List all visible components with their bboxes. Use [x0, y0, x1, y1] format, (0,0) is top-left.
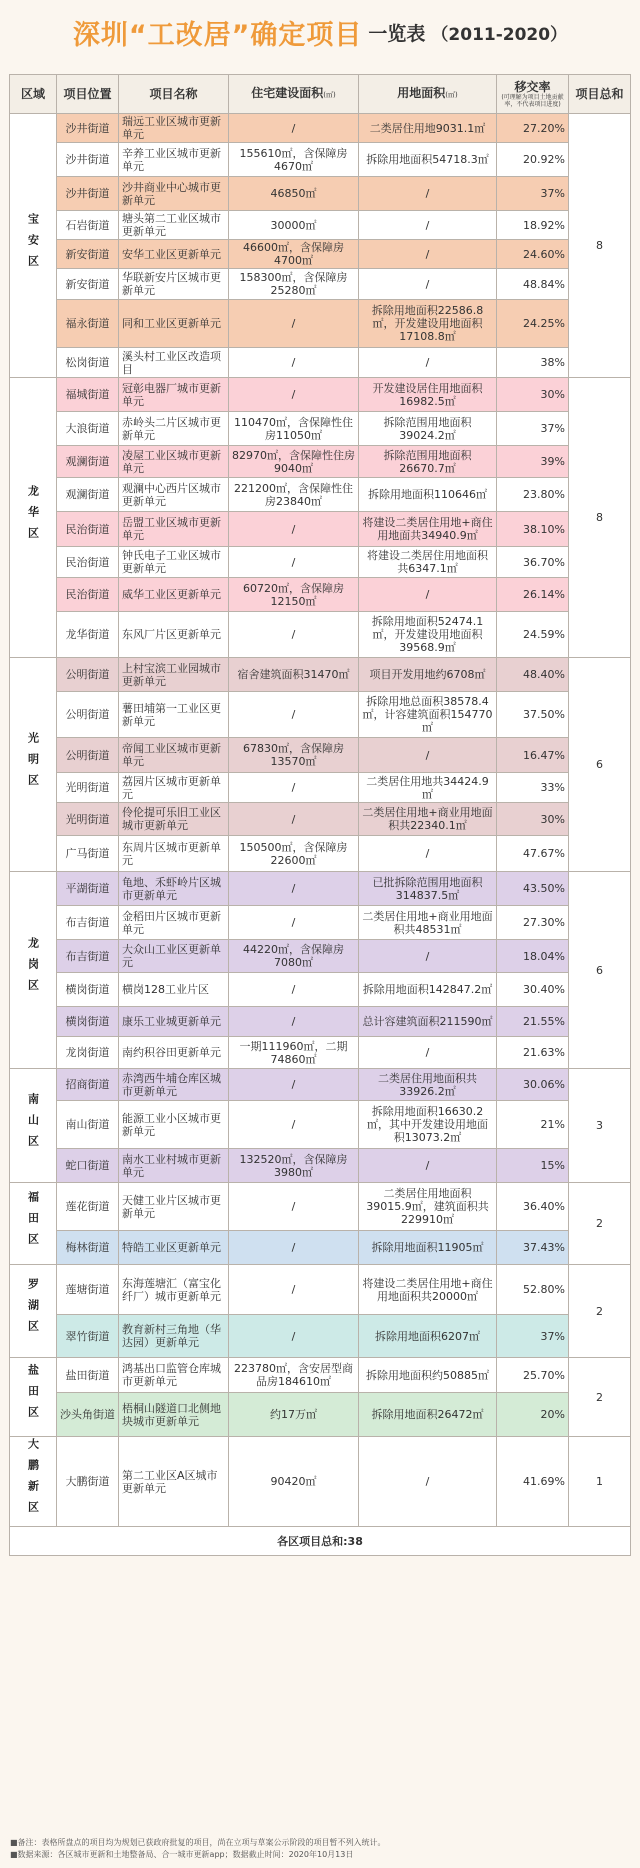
residential-area-cell: 一期111960㎡，二期74860㎡	[229, 1037, 359, 1069]
residential-area-cell: /	[229, 773, 359, 803]
table-row	[10, 803, 631, 836]
district-total: 2	[569, 1358, 631, 1437]
transfer-rate-cell: 24.59%	[497, 612, 569, 658]
table-row	[10, 1231, 631, 1265]
land-area-cell: 拆除用地面积26472㎡	[359, 1393, 497, 1437]
table-row	[10, 773, 631, 803]
street-cell: 观澜街道	[57, 446, 119, 478]
land-area-cell: 将建设二类居住用地+商住用地面共34940.9㎡	[359, 512, 497, 547]
street-cell: 石岩街道	[57, 211, 119, 240]
header-res-unit: (㎡)	[323, 90, 336, 99]
summary-total: 各区项目总和:38	[10, 1527, 631, 1556]
table-row	[10, 512, 631, 547]
table-row	[10, 1149, 631, 1183]
residential-area-cell: /	[229, 1265, 359, 1315]
residential-area-cell: /	[229, 378, 359, 412]
land-area-cell: 总计容建筑面积211590㎡	[359, 1007, 497, 1037]
land-area-cell: /	[359, 738, 497, 773]
transfer-rate-cell: 26.14%	[497, 578, 569, 612]
title-main: 深圳“工改居”确定项目	[72, 19, 363, 51]
residential-area-cell: /	[229, 872, 359, 906]
residential-area-cell: 150500㎡，含保障房22600㎡	[229, 836, 359, 872]
project-name-cell: 上村宝滨工业园城市更新单元	[119, 658, 229, 692]
transfer-rate-cell: 21%	[497, 1101, 569, 1149]
table-row	[10, 1069, 631, 1101]
project-name-cell: 金稻田片区城市更新单元	[119, 906, 229, 940]
project-name-cell: 东海莲塘汇（富宝化纤厂）城市更新单元	[119, 1265, 229, 1315]
district-total: 8	[569, 114, 631, 378]
transfer-rate-cell: 41.69%	[497, 1437, 569, 1527]
residential-area-cell: 223780㎡，含安居型商品房184610㎡	[229, 1358, 359, 1393]
district-name	[10, 1183, 57, 1265]
land-area-cell: 二类居住用地+商业用地面积共22340.1㎡	[359, 803, 497, 836]
project-name-cell: 康乐工业城更新单元	[119, 1007, 229, 1037]
project-name-cell: 赤岭头二片区城市更新单元	[119, 412, 229, 446]
table-row	[10, 1183, 631, 1231]
land-area-cell: /	[359, 269, 497, 300]
title-years: （2011-2020）	[431, 24, 568, 45]
table-row	[10, 973, 631, 1007]
land-area-cell: 项目开发用地约6708㎡	[359, 658, 497, 692]
table-row	[10, 114, 631, 143]
street-cell: 福永街道	[57, 300, 119, 348]
street-cell: 梅林街道	[57, 1231, 119, 1265]
table-row	[10, 300, 631, 348]
district-total: 8	[569, 378, 631, 658]
land-area-cell: 拆除用地总面积38578.4㎡，计容建筑面积154770㎡	[359, 692, 497, 738]
street-cell: 翠竹街道	[57, 1315, 119, 1358]
land-area-cell: 拆除范围用地面积39024.2㎡	[359, 412, 497, 446]
transfer-rate-cell: 18.04%	[497, 940, 569, 973]
summary-row	[10, 1527, 631, 1556]
land-area-cell: 拆除用地面积54718.3㎡	[359, 143, 497, 177]
street-cell: 大鹏街道	[57, 1437, 119, 1527]
street-cell: 公明街道	[57, 738, 119, 773]
project-name-cell: 沙井商业中心城市更新单元	[119, 177, 229, 211]
street-cell: 公明街道	[57, 658, 119, 692]
project-name-cell: 梧桐山隧道口北侧地块城市更新单元	[119, 1393, 229, 1437]
project-name-cell: 伶伦提可乐旧工业区城市更新单元	[119, 803, 229, 836]
transfer-rate-cell: 30.06%	[497, 1069, 569, 1101]
transfer-rate-cell: 24.25%	[497, 300, 569, 348]
transfer-rate-cell: 18.92%	[497, 211, 569, 240]
table-row	[10, 1315, 631, 1358]
transfer-rate-cell: 52.80%	[497, 1265, 569, 1315]
residential-area-cell: 110470㎡，含保障性住房11050㎡	[229, 412, 359, 446]
land-area-cell: 拆除用地面积110646㎡	[359, 478, 497, 512]
street-cell: 沙头角街道	[57, 1393, 119, 1437]
header-street: 项目位置	[57, 75, 119, 114]
project-name-cell: 赤湾西牛埔仓库区城市更新单元	[119, 1069, 229, 1101]
project-name-cell: 横岗128工业片区	[119, 973, 229, 1007]
table-row	[10, 940, 631, 973]
table-body	[10, 114, 631, 1527]
notes	[10, 1837, 630, 1861]
header-land-label: 用地面积	[397, 85, 446, 100]
street-cell: 沙井街道	[57, 177, 119, 211]
transfer-rate-cell: 21.55%	[497, 1007, 569, 1037]
transfer-rate-cell: 33%	[497, 773, 569, 803]
table-row	[10, 348, 631, 378]
district-label: 宝安区	[26, 212, 40, 276]
district-label: 龙岗区	[26, 937, 40, 1000]
street-cell: 莲塘街道	[57, 1265, 119, 1315]
transfer-rate-cell: 37%	[497, 1315, 569, 1358]
district-name	[10, 1437, 57, 1527]
land-area-cell: 已批拆除范围用地面积314837.5㎡	[359, 872, 497, 906]
land-area-cell: /	[359, 578, 497, 612]
street-cell: 公明街道	[57, 692, 119, 738]
district-label: 光明区	[26, 731, 40, 795]
project-name-cell: 特皓工业区更新单元	[119, 1231, 229, 1265]
project-name-cell: 荔园片区城市更新单元	[119, 773, 229, 803]
land-area-cell: 将建设二类居住用地面积共6347.1㎡	[359, 547, 497, 578]
land-area-cell: 拆除用地面积142847.2㎡	[359, 973, 497, 1007]
land-area-cell: 开发建设居住用地面积16982.5㎡	[359, 378, 497, 412]
residential-area-cell: /	[229, 300, 359, 348]
project-name-cell: 观澜中心西片区城市更新单元	[119, 478, 229, 512]
street-cell: 招商街道	[57, 1069, 119, 1101]
transfer-rate-cell: 27.30%	[497, 906, 569, 940]
project-name-cell: 钟氏电子工业区城市更新单元	[119, 547, 229, 578]
district-label: 大鹏新区	[26, 1438, 40, 1522]
transfer-rate-cell: 20%	[497, 1393, 569, 1437]
district-label: 龙华区	[26, 484, 40, 548]
header-rate-label: 移交率	[514, 79, 551, 94]
transfer-rate-cell: 47.67%	[497, 836, 569, 872]
street-cell: 民治街道	[57, 512, 119, 547]
land-area-cell: /	[359, 836, 497, 872]
table-row	[10, 612, 631, 658]
transfer-rate-cell: 30%	[497, 378, 569, 412]
table-row	[10, 1393, 631, 1437]
residential-area-cell: /	[229, 1183, 359, 1231]
residential-area-cell: 221200㎡，含保障性住房23840㎡	[229, 478, 359, 512]
transfer-rate-cell: 37.50%	[497, 692, 569, 738]
header-name: 项目名称	[119, 75, 229, 114]
project-name-cell: 大众山工业区更新单元	[119, 940, 229, 973]
street-cell: 横岗街道	[57, 973, 119, 1007]
transfer-rate-cell: 48.40%	[497, 658, 569, 692]
residential-area-cell: /	[229, 973, 359, 1007]
project-name-cell: 冠彰电器厂城市更新单元	[119, 378, 229, 412]
district-label: 盐田区	[26, 1364, 40, 1427]
header-row	[10, 75, 631, 114]
residential-area-cell: 30000㎡	[229, 211, 359, 240]
transfer-rate-cell: 30%	[497, 803, 569, 836]
street-cell: 莲花街道	[57, 1183, 119, 1231]
table-row	[10, 547, 631, 578]
street-cell: 布吉街道	[57, 906, 119, 940]
street-cell: 新安街道	[57, 240, 119, 269]
transfer-rate-cell: 43.50%	[497, 872, 569, 906]
street-cell: 平湖街道	[57, 872, 119, 906]
residential-area-cell: 67830㎡，含保障房13570㎡	[229, 738, 359, 773]
residential-area-cell: 46850㎡	[229, 177, 359, 211]
residential-area-cell: /	[229, 114, 359, 143]
project-name-cell: 溪头村工业区改造项目	[119, 348, 229, 378]
street-cell: 大浪街道	[57, 412, 119, 446]
land-area-cell: /	[359, 177, 497, 211]
residential-area-cell: 90420㎡	[229, 1437, 359, 1527]
table-row	[10, 872, 631, 906]
land-area-cell: /	[359, 348, 497, 378]
project-name-cell: 瑞远工业区城市更新单元	[119, 114, 229, 143]
transfer-rate-cell: 37%	[497, 412, 569, 446]
project-name-cell: 华联新安片区城市更新单元	[119, 269, 229, 300]
header-land-unit: (㎡)	[445, 90, 458, 99]
street-cell: 布吉街道	[57, 940, 119, 973]
street-cell: 光明街道	[57, 803, 119, 836]
land-area-cell: /	[359, 240, 497, 269]
street-cell: 南山街道	[57, 1101, 119, 1149]
district-label: 南山区	[26, 1092, 40, 1156]
project-name-cell: 帝闻工业区城市更新单元	[119, 738, 229, 773]
district-total: 2	[569, 1183, 631, 1265]
residential-area-cell: /	[229, 547, 359, 578]
header-district: 区域	[10, 75, 57, 114]
project-name-cell: 东风厂片区更新单元	[119, 612, 229, 658]
table-row	[10, 1007, 631, 1037]
table-row	[10, 240, 631, 269]
table-row	[10, 906, 631, 940]
project-name-cell: 岳盟工业区城市更新单元	[119, 512, 229, 547]
residential-area-cell: 158300㎡，含保障房25280㎡	[229, 269, 359, 300]
page-title	[0, 0, 640, 64]
transfer-rate-cell: 48.84%	[497, 269, 569, 300]
header-total: 项目总和	[569, 75, 631, 114]
transfer-rate-cell: 30.40%	[497, 973, 569, 1007]
project-name-cell: 天健工业片区城市更新单元	[119, 1183, 229, 1231]
transfer-rate-cell: 25.70%	[497, 1358, 569, 1393]
note-remark: ■备注：表格所盘点的项目均为规划已获政府批复的项目，尚在立项与草案公示阶段的项目暂不列入统计。	[10, 1838, 386, 1847]
land-area-cell: 二类居住用地面积39015.9㎡，建筑面积共229910㎡	[359, 1183, 497, 1231]
street-cell: 松岗街道	[57, 348, 119, 378]
project-name-cell: 鸿基出口监管仓库城市更新单元	[119, 1358, 229, 1393]
project-name-cell: 威华工业区更新单元	[119, 578, 229, 612]
transfer-rate-cell: 16.47%	[497, 738, 569, 773]
table-row	[10, 478, 631, 512]
table-row	[10, 1037, 631, 1069]
residential-area-cell: 60720㎡，含保障房12150㎡	[229, 578, 359, 612]
land-area-cell: /	[359, 211, 497, 240]
transfer-rate-cell: 38%	[497, 348, 569, 378]
land-area-cell: /	[359, 1149, 497, 1183]
title-suffix: 一览表	[368, 22, 426, 45]
residential-area-cell: /	[229, 1007, 359, 1037]
district-name	[10, 114, 57, 378]
residential-area-cell: /	[229, 1069, 359, 1101]
land-area-cell: 二类居住用地+商业用地面积共48531㎡	[359, 906, 497, 940]
street-cell: 民治街道	[57, 547, 119, 578]
land-area-cell: 拆除用地面积16630.2㎡，其中开发建设用地面积13073.2㎡	[359, 1101, 497, 1149]
district-total: 6	[569, 658, 631, 872]
transfer-rate-cell: 36.70%	[497, 547, 569, 578]
land-area-cell: 拆除用地面积6207㎡	[359, 1315, 497, 1358]
district-name	[10, 1358, 57, 1437]
district-total: 6	[569, 872, 631, 1069]
transfer-rate-cell: 23.80%	[497, 478, 569, 512]
street-cell: 沙井街道	[57, 114, 119, 143]
table-row	[10, 1101, 631, 1149]
project-name-cell: 南水工业村城市更新单元	[119, 1149, 229, 1183]
land-area-cell: 拆除范围用地面积26670.7㎡	[359, 446, 497, 478]
project-name-cell: 同和工业区更新单元	[119, 300, 229, 348]
district-name	[10, 378, 57, 658]
project-name-cell: 凌屋工业区城市更新单元	[119, 446, 229, 478]
street-cell: 龙岗街道	[57, 1037, 119, 1069]
header-land	[359, 75, 497, 114]
residential-area-cell: /	[229, 612, 359, 658]
table-row	[10, 177, 631, 211]
residential-area-cell: 132520㎡，含保障房3980㎡	[229, 1149, 359, 1183]
street-cell: 沙井街道	[57, 143, 119, 177]
residential-area-cell: /	[229, 803, 359, 836]
project-name-cell: 辛养工业区城市更新单元	[119, 143, 229, 177]
street-cell: 新安街道	[57, 269, 119, 300]
land-area-cell: 将建设二类居住用地+商住用地面积共20000㎡	[359, 1265, 497, 1315]
project-name-cell: 东周片区城市更新单元	[119, 836, 229, 872]
table-row	[10, 738, 631, 773]
transfer-rate-cell: 27.20%	[497, 114, 569, 143]
residential-area-cell: /	[229, 692, 359, 738]
projects-table	[9, 74, 631, 1556]
transfer-rate-cell: 39%	[497, 446, 569, 478]
table-row	[10, 1437, 631, 1527]
district-total: 3	[569, 1069, 631, 1183]
header-rate-note: (可理解为项目土地贡献率，不代表项目进度)	[501, 93, 564, 108]
residential-area-cell: /	[229, 906, 359, 940]
header-rate	[497, 75, 569, 114]
land-area-cell: 二类居住用地9031.1㎡	[359, 114, 497, 143]
street-cell: 民治街道	[57, 578, 119, 612]
district-name	[10, 1069, 57, 1183]
land-area-cell: 拆除用地面积22586.8㎡，开发建设用地面积17108.8㎡	[359, 300, 497, 348]
land-area-cell: /	[359, 940, 497, 973]
project-name-cell: 第二工业区A区城市更新单元	[119, 1437, 229, 1527]
residential-area-cell: 46600㎡，含保障房4700㎡	[229, 240, 359, 269]
street-cell: 观澜街道	[57, 478, 119, 512]
residential-area-cell: 44220㎡，含保障房7080㎡	[229, 940, 359, 973]
residential-area-cell: /	[229, 1101, 359, 1149]
table-row	[10, 658, 631, 692]
street-cell: 盐田街道	[57, 1358, 119, 1393]
land-area-cell: 二类居住用地面积共33926.2㎡	[359, 1069, 497, 1101]
table-row	[10, 412, 631, 446]
residential-area-cell: /	[229, 348, 359, 378]
residential-area-cell: 约17万㎡	[229, 1393, 359, 1437]
header-res-area-label: 住宅建设面积	[251, 85, 324, 100]
residential-area-cell: 宿舍建筑面积31470㎡	[229, 658, 359, 692]
transfer-rate-cell: 38.10%	[497, 512, 569, 547]
project-name-cell: 塘头第二工业区城市更新单元	[119, 211, 229, 240]
land-area-cell: 拆除用地面积约50885㎡	[359, 1358, 497, 1393]
district-name	[10, 1265, 57, 1358]
table-row	[10, 1358, 631, 1393]
district-total: 1	[569, 1437, 631, 1527]
table-row	[10, 578, 631, 612]
note-source: ■数据来源：各区城市更新和土地整备局、合一城市更新app；数据截止时间：2020年10月13日	[10, 1850, 354, 1859]
transfer-rate-cell: 36.40%	[497, 1183, 569, 1231]
district-label: 罗湖区	[26, 1278, 40, 1341]
street-cell: 龙华街道	[57, 612, 119, 658]
district-total: 2	[569, 1265, 631, 1358]
transfer-rate-cell: 37.43%	[497, 1231, 569, 1265]
header-res-area	[229, 75, 359, 114]
table-row	[10, 143, 631, 177]
transfer-rate-cell: 37%	[497, 177, 569, 211]
project-name-cell: 教育新村三角地（华达园）更新单元	[119, 1315, 229, 1358]
transfer-rate-cell: 21.63%	[497, 1037, 569, 1069]
district-name	[10, 658, 57, 872]
district-name	[10, 872, 57, 1069]
street-cell: 蛇口街道	[57, 1149, 119, 1183]
table-row	[10, 211, 631, 240]
project-name-cell: 薯田埔第一工业区更新单元	[119, 692, 229, 738]
street-cell: 横岗街道	[57, 1007, 119, 1037]
transfer-rate-cell: 24.60%	[497, 240, 569, 269]
land-area-cell: 拆除用地面积11905㎡	[359, 1231, 497, 1265]
table-row	[10, 836, 631, 872]
residential-area-cell: 155610㎡，含保障房4670㎡	[229, 143, 359, 177]
table-row	[10, 446, 631, 478]
land-area-cell: /	[359, 1437, 497, 1527]
land-area-cell: 二类居住用地共34424.9㎡	[359, 773, 497, 803]
table-row	[10, 1265, 631, 1315]
street-cell: 福城街道	[57, 378, 119, 412]
district-label: 福田区	[26, 1190, 40, 1254]
land-area-cell: /	[359, 1037, 497, 1069]
residential-area-cell: /	[229, 1315, 359, 1358]
residential-area-cell: 82970㎡，含保障性住房9040㎡	[229, 446, 359, 478]
street-cell: 广马街道	[57, 836, 119, 872]
project-name-cell: 安华工业区更新单元	[119, 240, 229, 269]
project-name-cell: 南约积谷田更新单元	[119, 1037, 229, 1069]
land-area-cell: 拆除用地面积52474.1㎡，开发建设用地面积39568.9㎡	[359, 612, 497, 658]
table-row	[10, 269, 631, 300]
table-row	[10, 692, 631, 738]
project-name-cell: 龟地、禾虾岭片区城市更新单元	[119, 872, 229, 906]
transfer-rate-cell: 20.92%	[497, 143, 569, 177]
transfer-rate-cell: 15%	[497, 1149, 569, 1183]
project-name-cell: 能源工业小区城市更新单元	[119, 1101, 229, 1149]
street-cell: 光明街道	[57, 773, 119, 803]
residential-area-cell: /	[229, 1231, 359, 1265]
table-row	[10, 378, 631, 412]
residential-area-cell: /	[229, 512, 359, 547]
